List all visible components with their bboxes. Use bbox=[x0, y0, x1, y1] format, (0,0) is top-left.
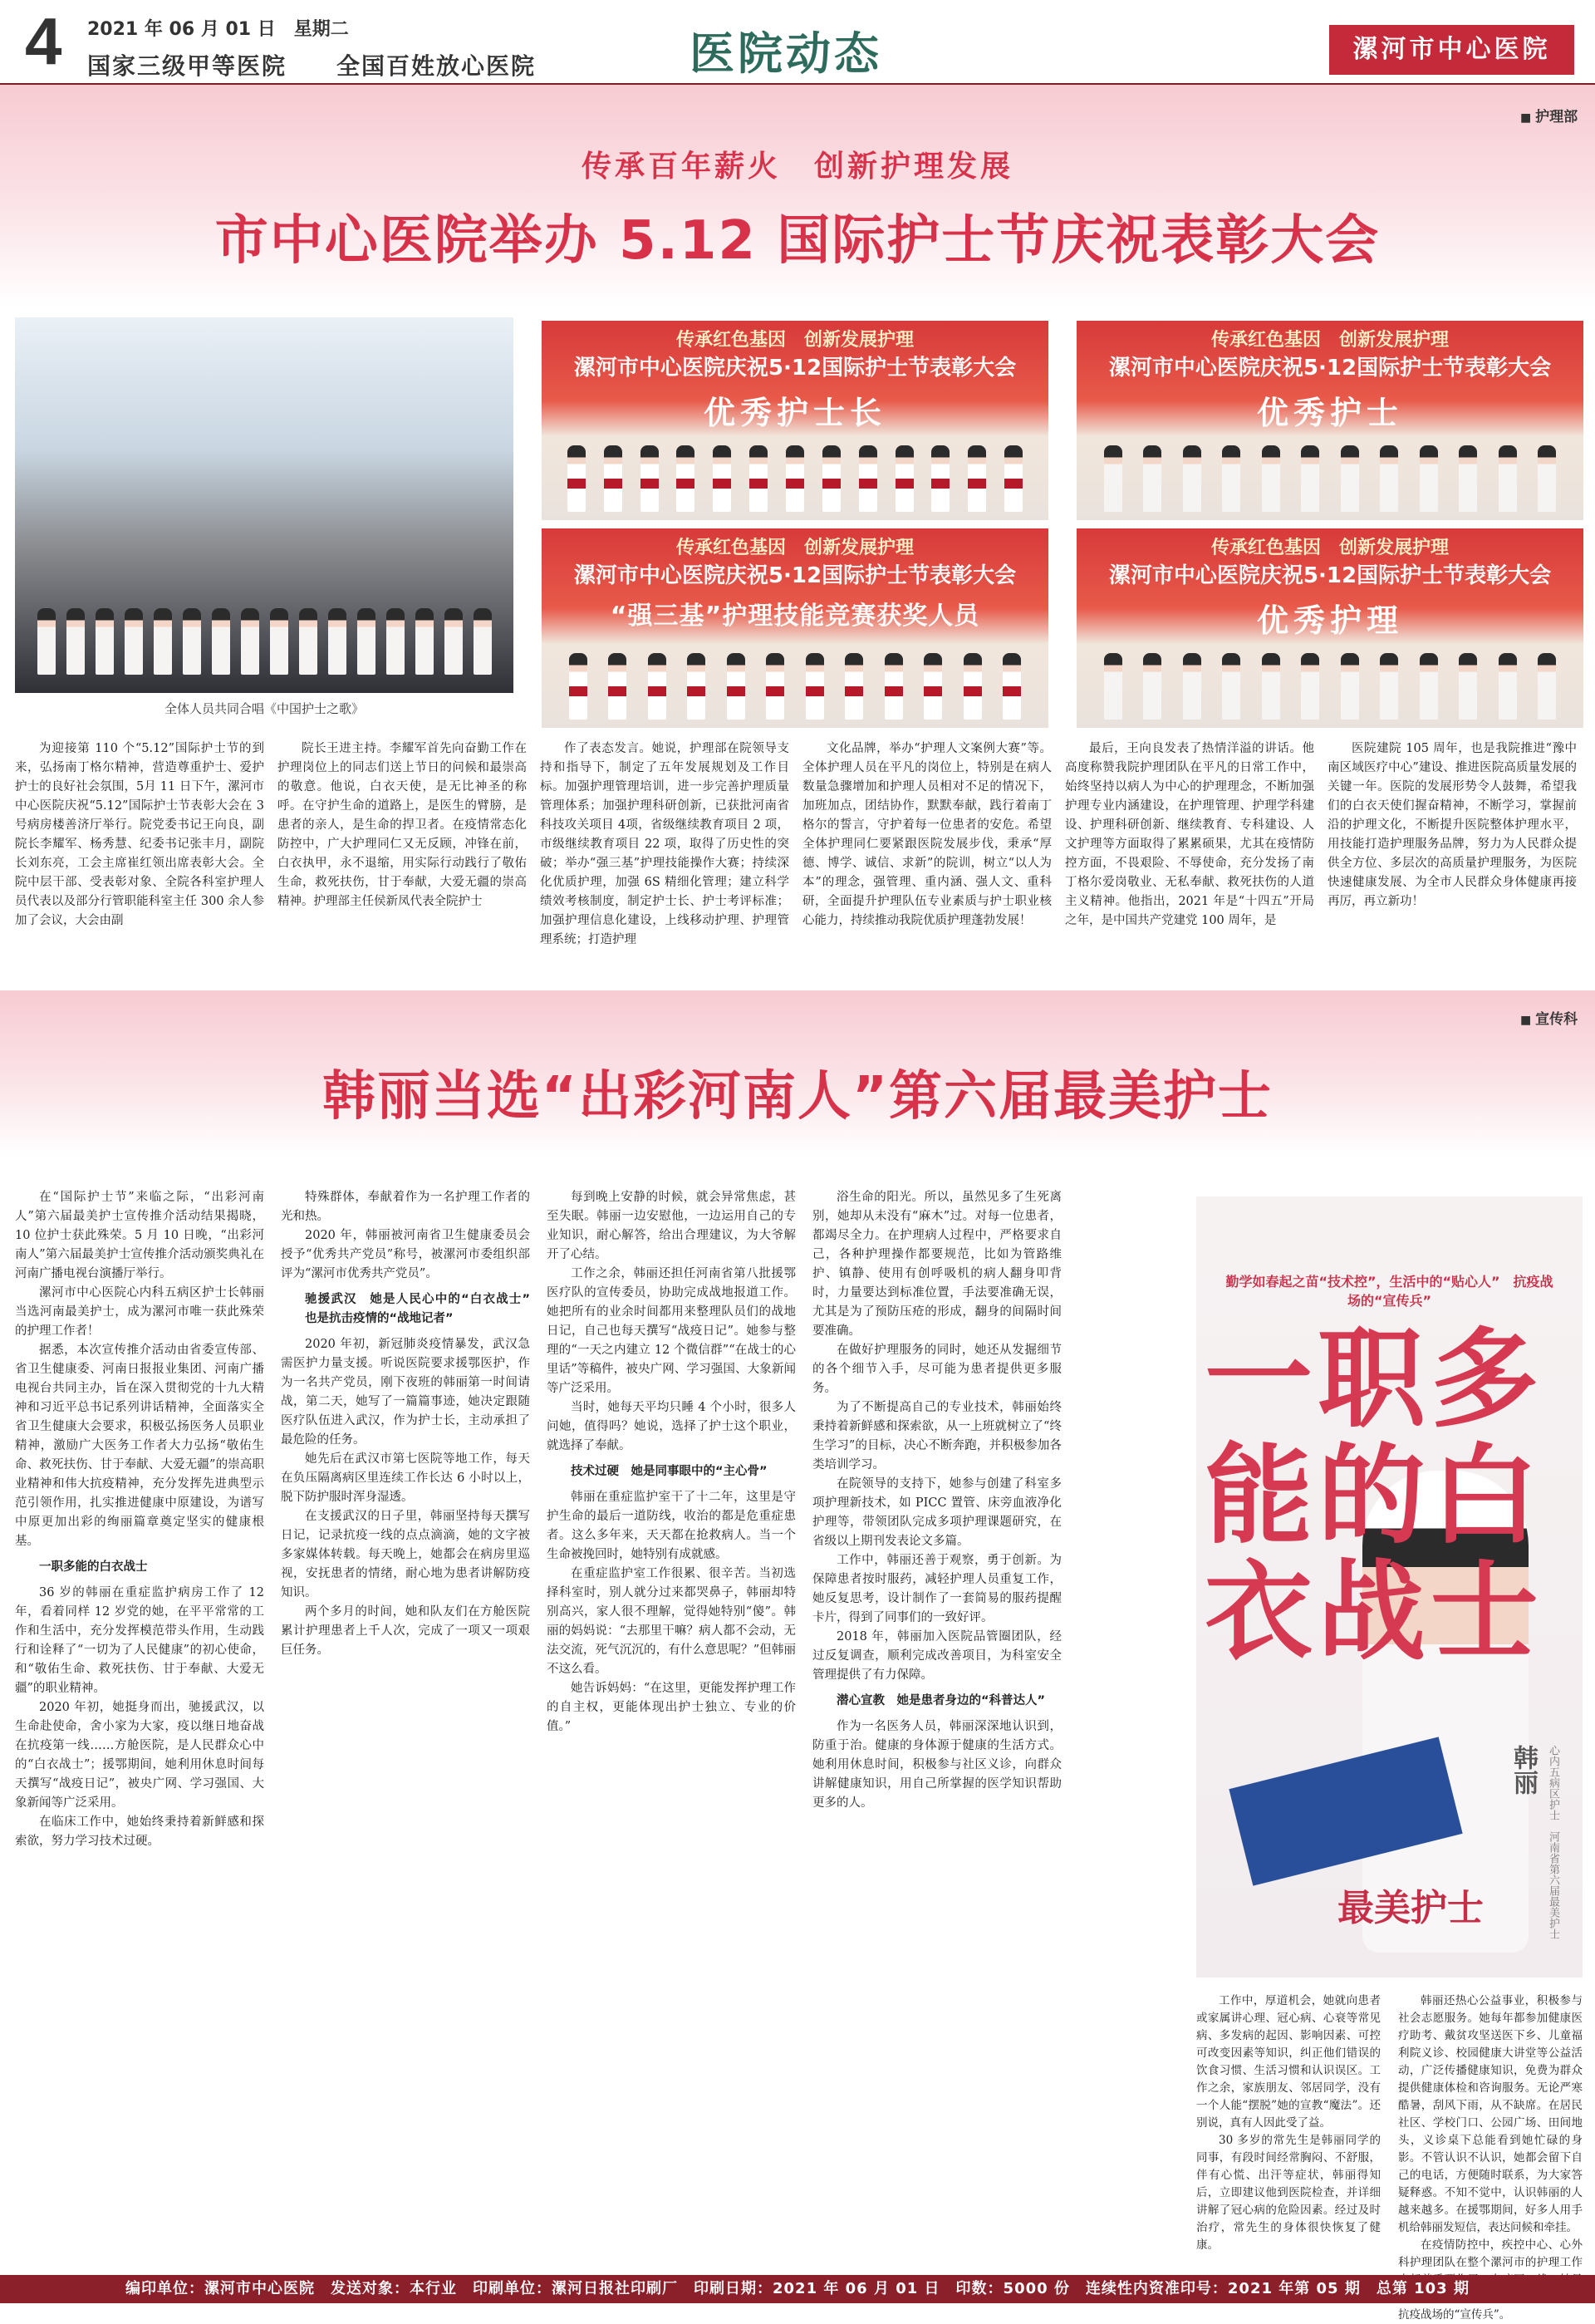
award-label: 优秀护士长 bbox=[703, 395, 886, 431]
paragraph: 医院建院 105 周年，也是我院推进“豫中南区域医疗中心”建设、推进医院高质量发展的关键一年。医院的发展形势令人鼓舞，希望我们的白衣天使们握奋精神，不断学习，掌握前沿的护理文化，不断提升医院整体护理水平，用技能打造护理服务品牌，努力为人民群众提供全方位、多层次的高质量护理服务，为医院快速健康发展、为全市人民群众身体健康再接再厉，再立新功！ bbox=[1328, 742, 1577, 908]
paragraph: 在做好护理服务的同时，她还从发掘细节的各个细节入手，尽可能为患者提供更多服务。 bbox=[812, 1344, 1062, 1395]
paragraph: 工作之余，韩丽还担任河南省第八批援鄂医疗队的宣传委员，协助完成战地报道工作。她把所有的业余时间都用来整理队员们的战地日记，自己也每天撰写“战疫日记”。她参与整理的“一天之内建立 12 个微信群”“在战士的心里话”等稿件，被央广网、学习强国、大象新闻等广泛采用。 bbox=[547, 1267, 796, 1395]
paragraph: 在院领导的支持下，她参与创建了科室多项护理新技术，如 PICC 置管、床旁血液净化护理等，带领团队完成多项护理课题研究，在省级以上期刊发表论文多篇。 bbox=[812, 1477, 1062, 1548]
paragraph: 2018 年，韩丽加入医院品管圈团队，经过反复调查，顺利完成改善项目，为科室安全管理提供了有力保障。 bbox=[812, 1630, 1062, 1682]
issue-date: 2021 年 06 月 01 日 星期二 bbox=[87, 19, 349, 40]
paragraph: 工作中，厚道机会，她就向患者或家属讲心理、冠心病、心衰等常见病、多发病的起因、影响因素、可控可改变因素等知识，纠正他们错误的饮食习惯、生活习惯和认识误区。工作之余，家族朋友、邻居同学，没有一个人能“摆脱”她的宣教“魔法”。还别说，真有人因此受了益。 bbox=[1196, 1994, 1381, 2130]
article2-column bbox=[547, 1188, 796, 2268]
article2-column bbox=[281, 1188, 542, 2268]
poster-side-text: 心内五病区护士 河南省第六届最美护士 bbox=[1547, 1745, 1559, 1939]
article1-tag: ■ 护理部 bbox=[1520, 105, 1578, 125]
article2-column bbox=[15, 1188, 264, 2268]
board-line1: 传承红色基因 创新发展护理 bbox=[675, 330, 914, 351]
column-title: 医院动态 bbox=[690, 27, 882, 80]
board-line1: 传承红色基因 创新发展护理 bbox=[675, 538, 914, 558]
paragraph: 院长王进主持。李耀军首先向奋勤工作在护理岗位上的同志们送上节日的问候和最崇高的敬意。他说，白衣天使，是无比神圣的称呼。在守护生命的道路上，是医生的臂膀，是患者的亲人，是生命的捍卫者。在疫情常态化防控中，广大护理同仁又无反顾，冲锋在前，白衣执甲，永不退缩，用实际行动践行了敬佑生命，救死扶伤，甘于奉献，大爱无疆的崇高精神。护理部主任侯新凤代表全院护士 bbox=[277, 742, 527, 908]
article2-tag: ■ 宣传科 bbox=[1520, 1007, 1578, 1028]
subheading: 一职多能的白衣战士 bbox=[39, 1560, 148, 1574]
article2-column bbox=[812, 1188, 1062, 2268]
article1-column bbox=[802, 739, 1052, 960]
header-subtitle: 国家三级甲等医院 全国百姓放心医院 bbox=[87, 52, 537, 80]
article2-body-left bbox=[15, 1188, 1186, 2268]
paragraph: 浴生命的阳光。所以，虽然见多了生死离别，她却从未没有“麻木”过。对每一位患者，都竭尽全力。在护理病人过程中，严格要求自己，各种护理操作都要规范，比如为管路维护、镇静、使用有创呼吸机的病人翻身叩背时，力量要达到标准位置，手法要准确无误，尤其是为了预防压疮的形成，翻身的间隔时间要准确。 bbox=[812, 1191, 1062, 1338]
imprint-footer: 编印单位：漯河市中心医院 发送对象：本行业 印刷单位：漯河日报社印刷厂 印刷日期：2021 年 06 月 01 日 印数：5000 份 连续性内资准印号：2021 年第 05 期 总第 103 期 bbox=[0, 2275, 1595, 2303]
article1-body bbox=[15, 739, 1585, 960]
board-line1: 传承红色基因 创新发展护理 bbox=[1210, 538, 1449, 558]
paragraph: 每到晚上安静的时候，就会异常焦虑，甚至失眠。韩丽一边安慰他，一边运用自己的专业知识，耐心解答，给出合理建议，为大爷解开了心结。 bbox=[547, 1191, 796, 1261]
poster-badge: 最美护士 bbox=[1337, 1887, 1484, 1929]
article2-body-right bbox=[1196, 1992, 1583, 2322]
article1-column bbox=[540, 739, 789, 960]
paragraph: 36 岁的韩丽在重症监护病房工作了 12 年，看着同样 12 岁党的她，在平平常常的工作和生活中，充分发挥模范带头作用，生动践行和诠释了“一切为了人民健康”的初心使命，和“敬佑生命、救死扶伤、甘于奉献、大爱无疆”的职业精神。 bbox=[15, 1586, 264, 1695]
paragraph: 她告诉妈妈：“在这里，更能发挥护理工作的自主权，更能体现出护士独立、专业的价值。” bbox=[547, 1682, 796, 1733]
hospital-logo: 漯河市中心医院 bbox=[1329, 25, 1574, 75]
award-label: 优秀护理 bbox=[1256, 602, 1403, 639]
paragraph: 为迎接第 110 个“5.12”国际护士节的到来，弘扬南丁格尔精神，营造尊重护士、爱护护士的良好社会氛围，5月 11 日下午，漯河市中心医院庆祝“5.12”国际护士节表彰大会在 3 号病房楼善济厅举行。院党委书记王向良，副院长李耀军、杨秀慧、纪委书记张丰月，副院长刘东亮，工会主席崔红领出席表彰大会。全院中层干部、受表彰对象、全院各科室护理人员代表以及部分行管职能科室主任 300 余人参加了会议，大会由副 bbox=[15, 742, 264, 927]
article1-slogan: 传承百年薪火 创新护理发展 bbox=[581, 150, 1013, 184]
board-line2: 漯河市中心医院庆祝5·12国际护士节表彰大会 bbox=[1108, 563, 1552, 588]
paragraph: 2020 年初，她挺身而出，驰援武汉，以生命赴使命，舍小家为大家，疫以继日地奋战在抗疫第一线……方舱医院，是人民群众心中的“白衣战士”；援鄂期间，她利用休息时间每天撰写“战疫日记”，被央广网、学习强国、大象新闻等广泛采用。 bbox=[15, 1701, 264, 1810]
poster-headline: 一职多能的白衣战士 bbox=[1205, 1315, 1544, 1675]
paragraph: 文化品牌，举办“护理人文案例大赛”等。全体护理人员在平凡的岗位上，特别是在病人数量急骤增加和护理人员相对不足的情况下，加班加点，团结协作，默默奉献，践行着南丁格尔的誓言，守护着每一位患者的安危。希望全体护理同仁要紧跟医院发展步伐，秉承“厚德、博学、诚信、求新”的院训，树立“以人为本”的理念，强管理、重内涵、强人文、重科研，全面提升护理队伍专业素质与护士职业核心能力，持续推动我院优质护理蓬勃发展！ bbox=[802, 742, 1052, 927]
paragraph: 最后，王向良发表了热情洋溢的讲话。他高度称赞我院护理团队在平凡的日常工作中，始终坚持以病人为中心的护理理念，不断加强护理专业内涵建设，在护理管理、护理学科建设、护理科研创新、继续教育、专科建设、人文护理等方面取得了累累硕果，尤其在疫情防控方面，不畏艰险、不辱使命，充分发扬了南丁格尔爱岗敬业、无私奉献、救死扶伤的人道主义精神。他指出，2021 年是“十四五”开局之年，是中国共产党建党 100 周年，是 bbox=[1065, 742, 1314, 927]
subheading: 潜心宣教 她是患者身边的“科普达人” bbox=[837, 1694, 1046, 1707]
board-line1: 传承红色基因 创新发展护理 bbox=[1210, 330, 1449, 351]
paragraph: 在“国际护士节”来临之际，“出彩河南人”第六届最美护士宣传推介活动结果揭晓，10 位护士获此殊荣。5 月 10 日晚，“出彩河南人”第六届最美护士宣传推介活动颁奖典礼在河南广播电视台演播厅举行。 bbox=[15, 1191, 264, 1280]
paragraph: 在支援武汉的日子里，韩丽坚持每天撰写日记，记录抗疫一线的点点滴滴，她的文字被多家媒体转载。每天晚上，她都会在病房里巡视，安抚患者的情绪，耐心地为患者讲解防疫知识。 bbox=[281, 1510, 530, 1599]
article2-column bbox=[1196, 1992, 1381, 2271]
article1-column bbox=[1065, 739, 1314, 960]
subheading: 驰援武汉 她是人民心中的“白衣战士” 也是抗击疫情的“战地记者” bbox=[305, 1293, 542, 1325]
board-line2: 漯河市中心医院庆祝5·12国际护士节表彰大会 bbox=[573, 356, 1017, 381]
paragraph: 漯河市中心医院心内科五病区护士长韩丽当选河南最美护士，成为漯河市唯一获此殊荣的护理工作者！ bbox=[15, 1286, 264, 1338]
subheading: 技术过硬 她是同事眼中的“主心骨” bbox=[571, 1465, 768, 1478]
award-photo-1 bbox=[542, 321, 1048, 520]
award-photo-4 bbox=[1077, 528, 1583, 728]
paragraph: 在疫情防控中，疾控中心、心外科护理团队在整个漯河市的护理工作 抗疫战场的“宣传兵”。 bbox=[1398, 2238, 1583, 2322]
award-label: 优秀护士 bbox=[1256, 395, 1403, 431]
board-line2: 漯河市中心医院庆祝5·12国际护士节表彰大会 bbox=[573, 563, 1017, 588]
paragraph: 特殊群体，奉献着作为一名护理工作者的光和热。 bbox=[281, 1191, 530, 1223]
page-header bbox=[0, 0, 1595, 86]
paragraph: 在重症监护室工作很累、很辛苦。当初选择科室时，别人就分过来都哭鼻子，韩丽却特别高兴，家人很不理解，觉得她特别“傻”。韩丽的妈妈说：“去那里干嘛？病人都不会动，无法交流，死气沉沉的，有什么意思呢？”但韩丽不这么看。 bbox=[547, 1567, 796, 1676]
paragraph: 作了表态发言。她说，护理部在院领导支持和指导下，制定了五年发展规划及工作目标。加强护理管理培训，进一步完善护理质量管理体系；加强护理科研创新，已获批河南省科技攻关项目 4项，省级继续教育项目 2 项，市级继续教育项目 22 项，取得了历史性的突破；举办“强三基”护理技能操作大赛；持续深化优质护理，加强 6S 精细化管理；建立科学绩效考核制度，制定护士长、护士考评标准；加强护理信息化建设，上线移动护理、护理管理系统；打造护理 bbox=[540, 742, 789, 946]
photo-caption: 全体人员共同合唱《中国护士之歌》 bbox=[164, 701, 364, 716]
award-photo-3 bbox=[542, 528, 1048, 728]
paragraph: 2020 年初，新冠肺炎疫情暴发，武汉急需医护力量支援。听说医院要求援鄂医护，作为一名共产党员，刚下夜班的韩丽第一时间请战，第二天，她写了一篇篇事迹，她决定跟随医疗队伍进入武汉，作为护士长，主动承担了最危险的任务。 bbox=[281, 1338, 530, 1447]
poster-tagline: 勤学如春起之苗“技术控”，生活中的“贴心人” 抗疫战场的“宣传兵” bbox=[1225, 1274, 1553, 1309]
paragraph: 据悉，本次宣传推介活动由省委宣传部、省卫生健康委、河南日报报业集团、河南广播电视台共同主办，旨在深入贯彻党的十九大精神和习近平总书记系列讲话精神，全面落实全省卫生健康大会要求，积极弘扬医务人员职业精神，激励广大医务工作者大力弘扬“敬佑生命、救死扶伤、甘于奉献、大爱无疆”的崇高职业精神和伟大抗疫精神，充分发挥先进典型示范引领作用，扎实推进健康中原建设，为谱写中原更加出彩的绚丽篇章奠定坚实的健康根基。 bbox=[15, 1344, 264, 1548]
paragraph: 工作中，韩丽还善于观察，勇于创新。为保障患者按时服药，减轻护理人员重复工作，她反复思考，设计制作了一套简易的服药提醒卡片，得到了同事们的一致好评。 bbox=[812, 1554, 1062, 1624]
award-label: “强三基”护理技能竞赛获奖人员 bbox=[610, 602, 980, 631]
paragraph: 在临床工作中，她始终秉持着新鲜感和探索欲，努力学习技术过硬。 bbox=[15, 1815, 264, 1848]
article1-column bbox=[277, 739, 527, 960]
paragraph: 韩丽在重症监护室干了十二年，这里是守护生命的最后一道防线，收治的都是危重症患者。这么多年来，天天都在抢救病人。当一个生命被挽回时，她特别有成就感。 bbox=[547, 1491, 796, 1561]
paragraph: 韩丽还热心公益事业，积极参与社会志愿服务。她每年都参加健康医疗助考、戴贫攻坚送医下乡、儿童福利院义诊、校园健康大讲堂等公益活动，广泛传播健康知识，免费为群众提供健康体检和咨询服务。无论严寒酷暑，刮风下雨，从不缺席。在居民社区、学校门口、公园广场、田间地头，义诊桌下总能看到她忙碌的身影。不管认识不认识，她都会留下自己的电话，方便随时联系，为大家答疑释惑。不知不觉中，认识韩丽的人越来越多。在援鄂期间，好多人用手机给韩丽发短信，表达问候和牵挂。 bbox=[1398, 1994, 1583, 2234]
nurse-poster bbox=[1196, 1196, 1583, 1978]
hall-photo bbox=[15, 317, 513, 693]
article1-title: 市中心医院举办 5.12 国际护士节庆祝表彰大会 bbox=[214, 210, 1381, 272]
paragraph: 2020 年，韩丽被河南省卫生健康委员会授予“优秀共产党员”称号，被漯河市委组织部评为“漯河市优秀共产党员”。 bbox=[281, 1229, 530, 1280]
paragraph: 30 多岁的常先生是韩丽同学的同事，有段时间经常胸闷、不舒服，伴有心慌、出汗等症状，韩丽得知后，立即建议他到医院检查，并详细讲解了冠心病的危险因素。经过及时治疗，常先生的身体很快恢复了健康。 bbox=[1196, 2134, 1381, 2252]
paragraph: 作为一名医务人员，韩丽深深地认识到，防重于治。健康的身体源于健康的生活方式。她利用休息时间，积极参与社区义诊，向群众讲解健康知识，用自己所掌握的医学知识帮助更多的人。 bbox=[812, 1720, 1062, 1810]
paragraph: 两个多月的时间，她和队友们在方舱医院累计护理患者上千人次，完成了一项又一项艰巨任务。 bbox=[281, 1605, 530, 1657]
paragraph: 她先后在武汉市第七医院等地工作，每天在负压隔离病区里连续工作长达 6 小时以上，脱下防护服时浑身湿透。 bbox=[281, 1452, 530, 1504]
article1-column bbox=[15, 739, 264, 960]
article2-title: 韩丽当选“出彩河南人”第六届最美护士 bbox=[321, 1066, 1274, 1128]
award-photo-2 bbox=[1077, 321, 1583, 520]
paragraph: 为了不断提高自己的专业技术，韩丽始终秉持着新鲜感和探索欲，从一上班就树立了“终生学习”的目标，决心不断奔跑，并积极参加各类培训学习。 bbox=[812, 1401, 1062, 1472]
article1-column bbox=[1328, 739, 1577, 960]
article2-column bbox=[1398, 1992, 1583, 2322]
board-line2: 漯河市中心医院庆祝5·12国际护士节表彰大会 bbox=[1108, 356, 1552, 381]
page-number: 4 bbox=[25, 4, 62, 78]
poster-name: 韩丽 bbox=[1509, 1745, 1538, 1795]
paragraph: 当时，她每天平均只睡 4 个小时，很多人问她，值得吗？她说，选择了护士这个职业，就选择了奉献。 bbox=[547, 1401, 796, 1452]
